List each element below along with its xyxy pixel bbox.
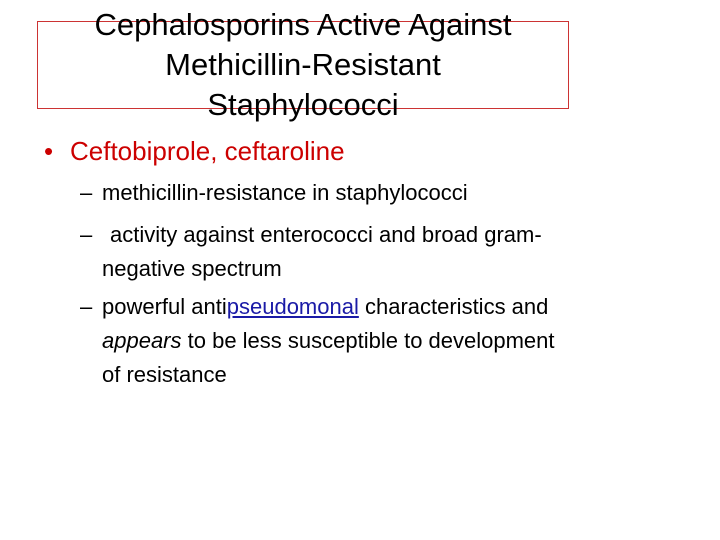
subpoint-text: activity against enterococci and broad gram- [110, 222, 542, 247]
subpoint-suffix: characteristics and [358, 294, 549, 319]
main-bullet-text: Ceftobiprole, ceftaroline [70, 136, 345, 166]
subpoint-dash: – [80, 180, 93, 205]
appears-italic: appears [102, 328, 182, 353]
subpoint-text-continued: negative spectrum [102, 256, 282, 281]
title-line: Methicillin-Resistant [165, 47, 441, 82]
subpoint-prefix: powerful anti [102, 294, 227, 319]
subpoint-dash: – [80, 222, 93, 247]
subpoint-rest: to be less susceptible to development [181, 328, 555, 353]
subpoint-dash: – [80, 294, 93, 319]
subpoint-text: methicillin-resistance in staphylococci [102, 180, 468, 205]
title-line: Cephalosporins Active Against [94, 7, 512, 42]
bullet-dot: • [44, 136, 54, 166]
subpoint-text-continued: of resistance [102, 362, 227, 387]
slide-title [37, 5, 569, 125]
title-line: Staphylococci [207, 87, 399, 122]
subpoint-text [102, 290, 548, 324]
subpoint-text-continued [102, 324, 555, 358]
pseudomonal-link[interactable]: pseudomonal [226, 294, 359, 319]
